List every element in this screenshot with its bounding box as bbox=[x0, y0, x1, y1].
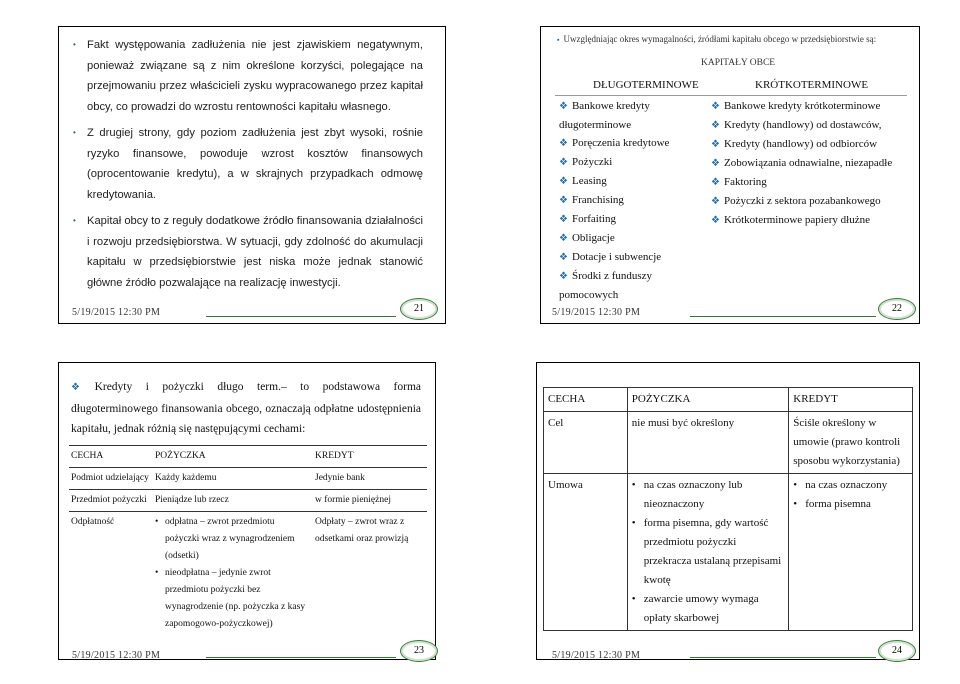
table-cell bbox=[153, 512, 313, 636]
list-item: ❖ Kredyty (handlowy) od dostawców, bbox=[711, 119, 882, 131]
table-row bbox=[69, 468, 427, 490]
list-item: ❖ Dotacje i subwencje bbox=[559, 251, 662, 263]
list-item: ❖ Środki z funduszy bbox=[559, 270, 653, 282]
list-item: ❖ Leasing bbox=[559, 175, 607, 187]
diamond-icon: ❖ bbox=[559, 214, 568, 225]
diamond-icon: ❖ bbox=[711, 139, 720, 150]
list-item: • nieodpłatna – jedynie zwrot przedmiotu pożyczki bez wynagrodzenie (np. pożyczka z kasy zapomogowo-pożyczkowej) bbox=[155, 565, 311, 633]
list-item: ❖ Krótkoterminowe papiery dłużne bbox=[711, 214, 870, 226]
table-header-cell: CECHA bbox=[69, 446, 153, 468]
table-header-row bbox=[69, 446, 427, 468]
list-item: • odpłatna – zwrot przedmiotu pożyczki wraz z wynagrodzeniem (odsetki) bbox=[155, 514, 311, 565]
table-cell: Pieniądze lub rzecz bbox=[153, 490, 313, 512]
list-item: ❖ Faktoring bbox=[711, 176, 767, 188]
list-item: ❖ Franchising bbox=[559, 194, 624, 206]
slide-21-bullets bbox=[71, 35, 423, 299]
bullet-item: • Z drugiej strony, gdy poziom zadłużenia jest zbyt wysoki, rośnie ryzyko finansowe, powoduje wzrost kosztów finansowych (oprocentowanie kredytu), a w skrajnych przypadkach odmowę kredytowania. bbox=[71, 123, 423, 205]
table-header-row bbox=[544, 388, 913, 412]
diamond-icon: ❖ bbox=[711, 101, 720, 112]
kapitaly-obce-heading: KAPITAŁY OBCE bbox=[701, 58, 776, 68]
table-row bbox=[69, 512, 427, 636]
diamond-icon: ❖ bbox=[711, 215, 720, 226]
table-header-cell: CECHA bbox=[544, 388, 628, 412]
diamond-icon: ❖ bbox=[711, 177, 720, 188]
short-term-list bbox=[711, 97, 916, 230]
list-item: ❖ Kredyty (handlowy) od odbiorców bbox=[711, 138, 878, 150]
diamond-icon: ❖ bbox=[711, 120, 720, 131]
col-head-long: DŁUGOTERMINOWE bbox=[593, 79, 699, 91]
bullet-item: • Kapitał obcy to z reguły dodatkowe źródło finansowania działalności i rozwoju przedsiębiorstwa. W sytuacji, gdy zdolność do akumulacji kapitału w przedsiębiorstwie jest niska może jednak stanowić główne źródło pozwalające na realizację inwestycji. bbox=[71, 211, 423, 293]
list-item: ❖ Bankowe kredyty bbox=[559, 100, 650, 112]
slide-22-page-number: 22 bbox=[878, 298, 916, 320]
slide-22-footer-line bbox=[690, 316, 876, 317]
slide-22-intro: ▪ Uwzględniając okres wymagalności, źródłami kapitału obcego w przedsiębiorstwie są: bbox=[557, 34, 877, 44]
slide-23-date: 5/19/2015 12:30 PM bbox=[72, 650, 161, 661]
list-item: ❖ Zobowiązania odnawialne, niezapadłe bbox=[711, 157, 893, 169]
table-cell: Odpłatność bbox=[69, 512, 153, 636]
diamond-icon: ❖ bbox=[711, 196, 720, 207]
diamond-icon: ❖ bbox=[559, 101, 568, 112]
slide-21-page-number: 21 bbox=[400, 298, 438, 320]
slide-21 bbox=[58, 26, 446, 324]
table-cell-list bbox=[793, 476, 908, 514]
slide-22-date: 5/19/2015 12:30 PM bbox=[552, 307, 641, 318]
table-cell: Jedynie bank bbox=[313, 468, 427, 490]
list-item: ❖ Obligacje bbox=[559, 232, 615, 244]
table-row bbox=[69, 490, 427, 512]
table-cell: Umowa bbox=[544, 474, 628, 631]
table-row bbox=[544, 412, 913, 474]
list-item: ❖ Pożyczki z sektora pozabankowego bbox=[711, 195, 881, 207]
diamond-icon: ❖ bbox=[711, 158, 720, 169]
slide-24-page-number: 24 bbox=[878, 640, 916, 662]
diamond-icon: ❖ bbox=[559, 271, 568, 282]
slide-24 bbox=[536, 362, 920, 660]
list-item: • na czas oznaczony bbox=[793, 476, 908, 495]
table-cell: Odpłaty – zwrot wraz z odsetkami oraz prowizją bbox=[313, 512, 427, 636]
diamond-icon: ❖ bbox=[559, 252, 568, 263]
table-cell: Podmiot udzielający bbox=[69, 468, 153, 490]
diamond-icon: ❖ bbox=[559, 176, 568, 187]
list-item: • na czas oznaczony lub nieoznaczony bbox=[632, 476, 785, 514]
list-item-cont: pomocowych bbox=[559, 289, 619, 301]
slide-24-footer-line bbox=[690, 657, 876, 658]
diamond-icon: ❖ bbox=[559, 195, 568, 206]
diamond-icon: ❖ bbox=[71, 382, 91, 393]
slide-23-intro: ❖ Kredyty i pożyczki długo term.– to podstawowa forma długoterminowego finansowania obcego, oznaczają odpłatne udostępnienia kapitału, jednak różnią się następującymi cechami: bbox=[71, 381, 421, 435]
list-item: ❖ Poręczenia kredytowe bbox=[559, 137, 670, 149]
diamond-icon: ❖ bbox=[559, 157, 568, 168]
table-cell bbox=[789, 474, 913, 631]
slide-21-date: 5/19/2015 12:30 PM bbox=[72, 307, 161, 318]
table-row bbox=[544, 474, 913, 631]
slide-23-table bbox=[69, 445, 427, 635]
square-bullet-icon: ▪ bbox=[557, 36, 560, 44]
table-cell: Cel bbox=[544, 412, 628, 474]
slide-23 bbox=[58, 362, 436, 660]
diamond-icon: ❖ bbox=[559, 138, 568, 149]
table-header-cell: POŻYCZKA bbox=[153, 446, 313, 468]
table-cell-list bbox=[632, 476, 785, 628]
col-head-short: KRÓTKOTERMINOWE bbox=[755, 79, 869, 91]
table-cell-list bbox=[155, 514, 311, 633]
table-cell: Każdy każdemu bbox=[153, 468, 313, 490]
slide-22 bbox=[540, 26, 920, 324]
list-item: • zawarcie umowy wymaga opłaty skarbowej bbox=[632, 590, 785, 628]
long-term-list bbox=[559, 97, 719, 304]
slide-24-table bbox=[543, 387, 913, 631]
slide-23-page-number: 23 bbox=[400, 640, 438, 662]
list-item-cont: długoterminowe bbox=[559, 119, 632, 131]
table-header-cell: KREDYT bbox=[789, 388, 913, 412]
slide-24-date: 5/19/2015 12:30 PM bbox=[552, 650, 641, 661]
heading-underline bbox=[555, 95, 907, 96]
slide-21-footer-line bbox=[206, 316, 396, 317]
table-cell: w formie pieniężnej bbox=[313, 490, 427, 512]
list-item: ❖ Bankowe kredyty krótkoterminowe bbox=[711, 100, 881, 112]
table-cell bbox=[627, 474, 789, 631]
table-header-cell: KREDYT bbox=[313, 446, 427, 468]
table-cell: nie musi być określony bbox=[627, 412, 789, 474]
list-item: • forma pisemna, gdy wartość przedmiotu pożyczki przekracza ustalaną przepisami kwotę bbox=[632, 514, 785, 590]
slide-23-footer-line bbox=[206, 657, 396, 658]
list-item: • forma pisemna bbox=[793, 495, 908, 514]
table-cell: Ściśle określony w umowie (prawo kontroli sposobu wykorzystania) bbox=[789, 412, 913, 474]
table-cell: Przedmiot pożyczki bbox=[69, 490, 153, 512]
bullet-item: • Fakt występowania zadłużenia nie jest zjawiskiem negatywnym, ponieważ związane są z nim określone korzyści, polegające na przejmowaniu przez właścicieli zysku wypracowanego przez kapitał obcy, co prowadzi do wzrostu rentowności kapitału własnego. bbox=[71, 35, 423, 117]
diamond-icon: ❖ bbox=[559, 233, 568, 244]
list-item: ❖ Pożyczki bbox=[559, 156, 613, 168]
table-header-cell: POŻYCZKA bbox=[627, 388, 789, 412]
list-item: ❖ Forfaiting bbox=[559, 213, 616, 225]
